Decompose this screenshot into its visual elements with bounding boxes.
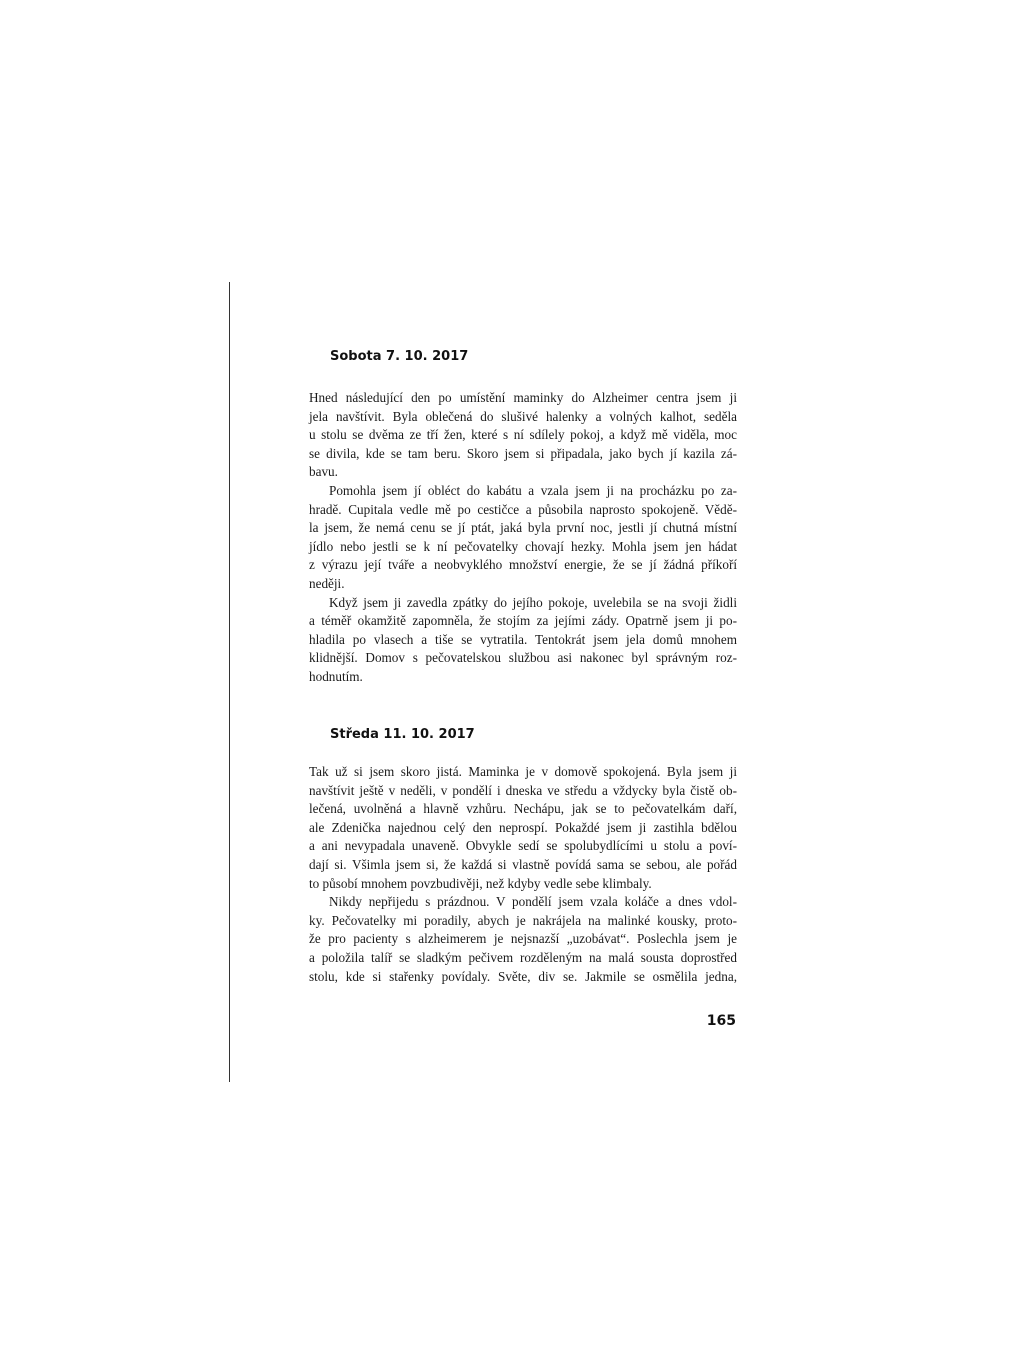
text-line: Tak už si jsem skoro jistá. Maminka je v domově spokojená. Byla jsem ji	[309, 764, 737, 779]
text-line: to působí mnohem povzbudivěji, než kdyby vedle sebe klimbaly.	[309, 875, 652, 891]
text-line: z výrazu její tváře a neobvyklého množství energie, že se jí žádná příkoří	[309, 557, 737, 573]
text-line: hradě. Cupitala vedle mě po cestičce a působila naprosto spokojeně. Vědě-	[309, 501, 737, 517]
text-line: a ani nevypadala unaveně. Obvykle sedí se spolubydlícími u stolu a poví-	[309, 838, 737, 854]
text-line: lečená, uvolněná a hlavně vzhůru. Nechápu, jak se to pečovatelkám daří,	[309, 801, 737, 817]
text-line: la jsem, že nemá cenu se jí ptát, jaká byla první noc, jestli jí chutná místní	[309, 520, 737, 536]
text-line: bavu.	[309, 464, 338, 480]
text-line: a položila talíř se sladkým pečivem rozděleným na malá sousta doprostřed	[309, 949, 737, 965]
page-gutter-line	[229, 282, 230, 1082]
text-line: hladila po vlasech a tiše se vytratila. Tentokrát jsem jela domů mnohem	[309, 631, 737, 647]
text-line: klidnější. Domov s pečovatelskou službou asi nakonec byl správným roz-	[309, 650, 737, 666]
entry-heading-wednesday: Středa 11. 10. 2017	[330, 727, 475, 742]
text-line: stolu, kde si stařenky povídaly. Světe, div se. Jakmile se osmělila jedna,	[309, 968, 737, 984]
text-line: hodnutím.	[309, 668, 363, 684]
entry-body-saturday	[309, 389, 737, 687]
entry-body-wednesday	[309, 763, 737, 986]
text-line: se divila, kde se tam beru. Skoro jsem si připadala, jako bych jí kazila zá-	[309, 445, 737, 461]
text-line: jela navštívit. Byla oblečená do slušivé halenky a volných kalhot, seděla	[309, 408, 737, 424]
text-line: jídlo nebo jestli se k ní pečovatelky chovají hezky. Mohla jsem jen hádat	[309, 538, 737, 554]
text-line: Hned následující den po umístění maminky do Alzheimer centra jsem ji	[309, 390, 737, 405]
text-line: navštívit ještě v neděli, v pondělí i dneska ve středu a vždycky byla čistě ob-	[309, 782, 737, 798]
entry-heading-saturday: Sobota 7. 10. 2017	[330, 349, 469, 364]
text-line: Když jsem ji zavedla zpátky do jejího pokoje, uvelebila se na svoji židli	[329, 594, 737, 610]
text-line: a téměř okamžitě zapomněla, že stojím za jejími zády. Opatrně jsem ji po-	[309, 613, 737, 629]
page-number: 165	[706, 1013, 736, 1029]
text-line: u stolu se dvěma ze tří žen, které s ní sdílely pokoj, a když mě viděla, moc	[309, 427, 737, 443]
text-line: ky. Pečovatelky mi poradily, abych je nakrájela na malinké kousky, proto-	[309, 912, 737, 928]
text-line: Nikdy nepřijedu s prázdnou. V pondělí jsem vzala koláče a dnes vdol-	[329, 894, 737, 910]
text-line: ale Zdenička najednou celý den neprospí. Pokaždé jsem ji zastihla bdělou	[309, 819, 737, 835]
text-line: dají si. Všimla jsem si, že každá si vlastně povídá sama se sebou, ale pořád	[309, 856, 737, 872]
text-line: že pro pacienty s alzheimerem je nejsnazší „uzobávat“. Poslechla jsem je	[309, 931, 737, 947]
text-line: neději.	[309, 575, 345, 591]
text-line: Pomohla jsem jí obléct do kabátu a vzala jsem ji na procházku po za-	[329, 482, 737, 498]
